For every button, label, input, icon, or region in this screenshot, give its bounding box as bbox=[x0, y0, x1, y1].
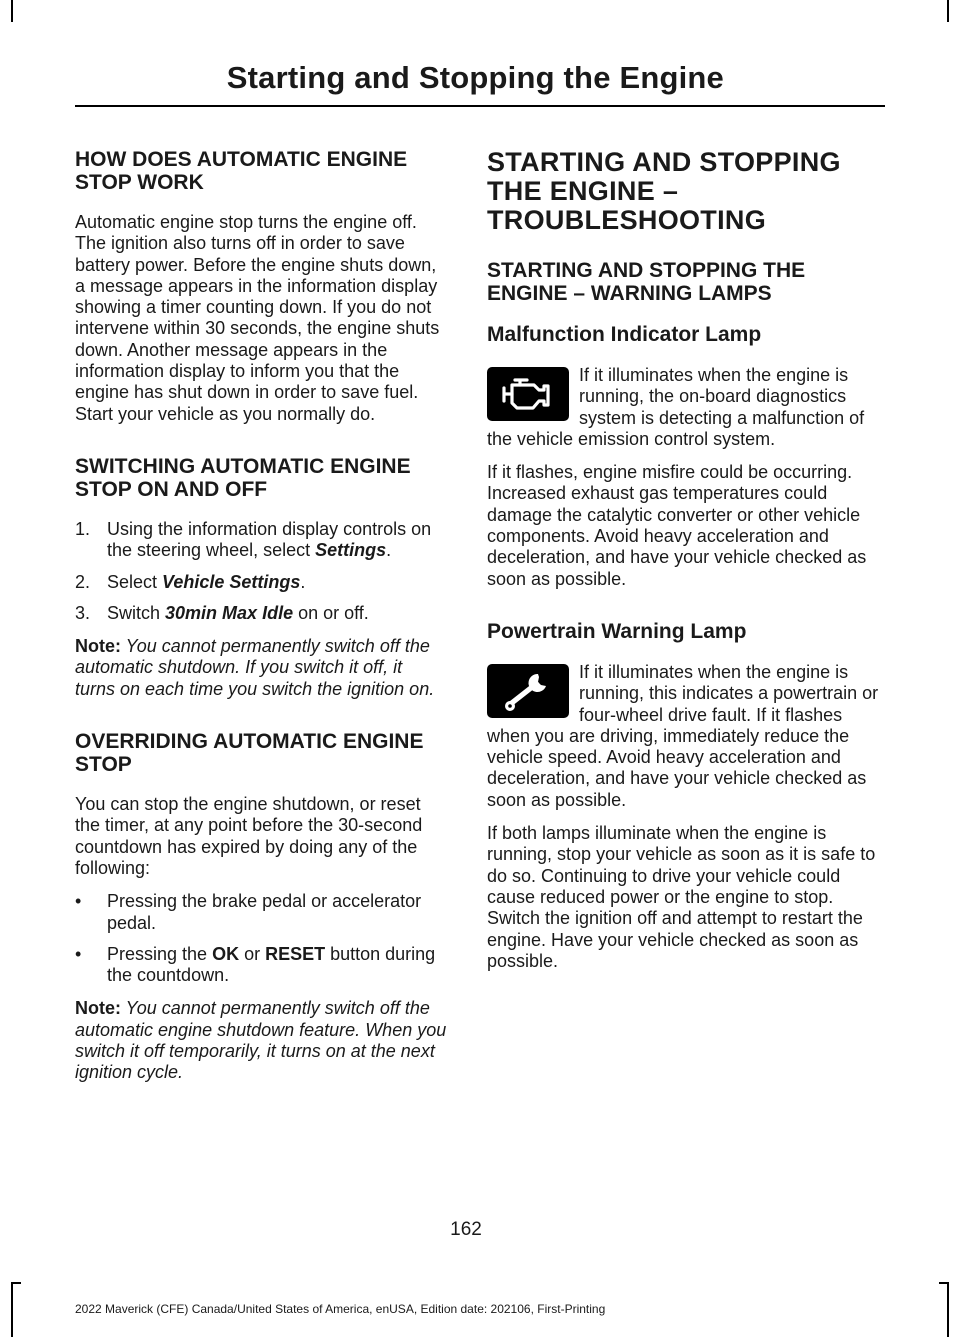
crop-mark-top-right bbox=[947, 0, 949, 22]
switching-steps bbox=[75, 519, 447, 624]
note-shutdown: Note: You cannot permanently switch off the automatic shutdown. If you switch it off, it turns on each time you switch the ignition on. bbox=[75, 636, 435, 699]
crop-mark-bottom-right-h bbox=[939, 1282, 949, 1284]
section-heading-switching: SWITCHING AUTOMATIC ENGINE STOP ON AND OFF bbox=[75, 454, 411, 501]
sub-heading-warning-lamps: STARTING AND STOPPING THE ENGINE – WARNING LAMPS bbox=[487, 259, 806, 305]
crop-mark-bottom-left-h bbox=[11, 1282, 21, 1284]
main-heading-troubleshooting: STARTING AND STOPPING THE ENGINE – TROUBLESHOOTING bbox=[487, 147, 841, 235]
crop-mark-bottom-right-v bbox=[947, 1282, 949, 1337]
heading-powertrain-warning: Powertrain Warning Lamp bbox=[487, 619, 747, 643]
section-heading-how-it-works: HOW DOES AUTOMATIC ENGINE STOP WORK bbox=[75, 148, 408, 194]
note-temporary: Note: You cannot permanently switch off the automatic engine shutdown feature. When you switch it off temporarily, it turns on at the next ignition cycle. bbox=[75, 998, 447, 1083]
list-item: • Pressing the OK or RESET button during the countdown. bbox=[75, 943, 436, 986]
menu-term-settings: Settings bbox=[315, 540, 387, 561]
overriding-body: You can stop the engine shutdown, or reset the timer, at any point before the 30-second countdown has expired by doing any of the following: bbox=[75, 794, 423, 878]
pwl-text: If it illuminates when the engine is running, this indicates a powertrain or four-wheel drive fault. If it flashes when you are driving, immediately reduce the vehicle speed. Avoid heavy acceleration and deceleration, and have your vehicle checked as soon as possible. bbox=[487, 661, 879, 810]
menu-term-max-idle: 30min Max Idle bbox=[165, 602, 294, 623]
edition-footer: 2022 Maverick (CFE) Canada/United States of America, enUSA, Edition date: 202106, First-Printing bbox=[75, 1302, 606, 1316]
crop-mark-bottom-left-v bbox=[11, 1282, 13, 1337]
list-item: • Pressing the brake pedal or accelerator pedal. bbox=[75, 891, 422, 933]
wrench-icon bbox=[487, 664, 569, 718]
section-heading-overriding: OVERRIDING AUTOMATIC ENGINE STOP bbox=[75, 730, 424, 777]
heading-malfunction-indicator: Malfunction Indicator Lamp bbox=[487, 323, 762, 346]
mil-text: If it illuminates when the engine is running, the on-board diagnostics system is detecting a malfunction of the vehicle emission control system. bbox=[487, 365, 865, 449]
check-engine-icon bbox=[487, 367, 569, 421]
right-column bbox=[487, 148, 882, 984]
step-item: 3. Switch 30min Max Idle on or off. bbox=[75, 602, 369, 623]
button-term-ok: OK bbox=[212, 943, 240, 964]
button-term-reset: RESET bbox=[265, 943, 326, 964]
header-rule bbox=[75, 105, 885, 107]
override-options bbox=[75, 891, 447, 986]
step-item: 2. Select Vehicle Settings. bbox=[75, 571, 306, 592]
pwl-both-lamps-text: If both lamps illuminate when the engine is running, stop your vehicle as soon as it is safe to do so. Continuing to drive your vehicle could cause reduced power or the engine to stop. Switch the ignition off and attempt to restart the engine. Have your vehicle checked as soon as possible. bbox=[487, 823, 876, 971]
page-number: 162 bbox=[450, 1219, 482, 1240]
crop-mark-top-left bbox=[11, 0, 13, 22]
page-header-title: Starting and Stopping the Engine bbox=[226, 60, 724, 95]
mil-flash-text: If it flashes, engine misfire could be occurring. Increased exhaust gas temperatures could damage the catalytic converter or other vehicle components. Avoid heavy acceleration and deceleration, and have your vehicle checked as soon as possible. bbox=[487, 462, 867, 589]
left-column bbox=[75, 148, 447, 1096]
how-it-works-body: Automatic engine stop turns the engine off. The ignition also turns off in order to save battery power. Before the engine shuts down, a message appears in the information display showing a timer counting down. If you do not intervene within 30 seconds, the engine shuts down. Another message appears in the information display to inform you that the engine has shut down in order to save fuel. Start your vehicle as you normally do. bbox=[75, 212, 440, 424]
menu-term-vehicle-settings: Vehicle Settings bbox=[162, 571, 301, 592]
step-item: 1. Using the information display controls on the steering wheel, select Settings. bbox=[75, 518, 432, 561]
